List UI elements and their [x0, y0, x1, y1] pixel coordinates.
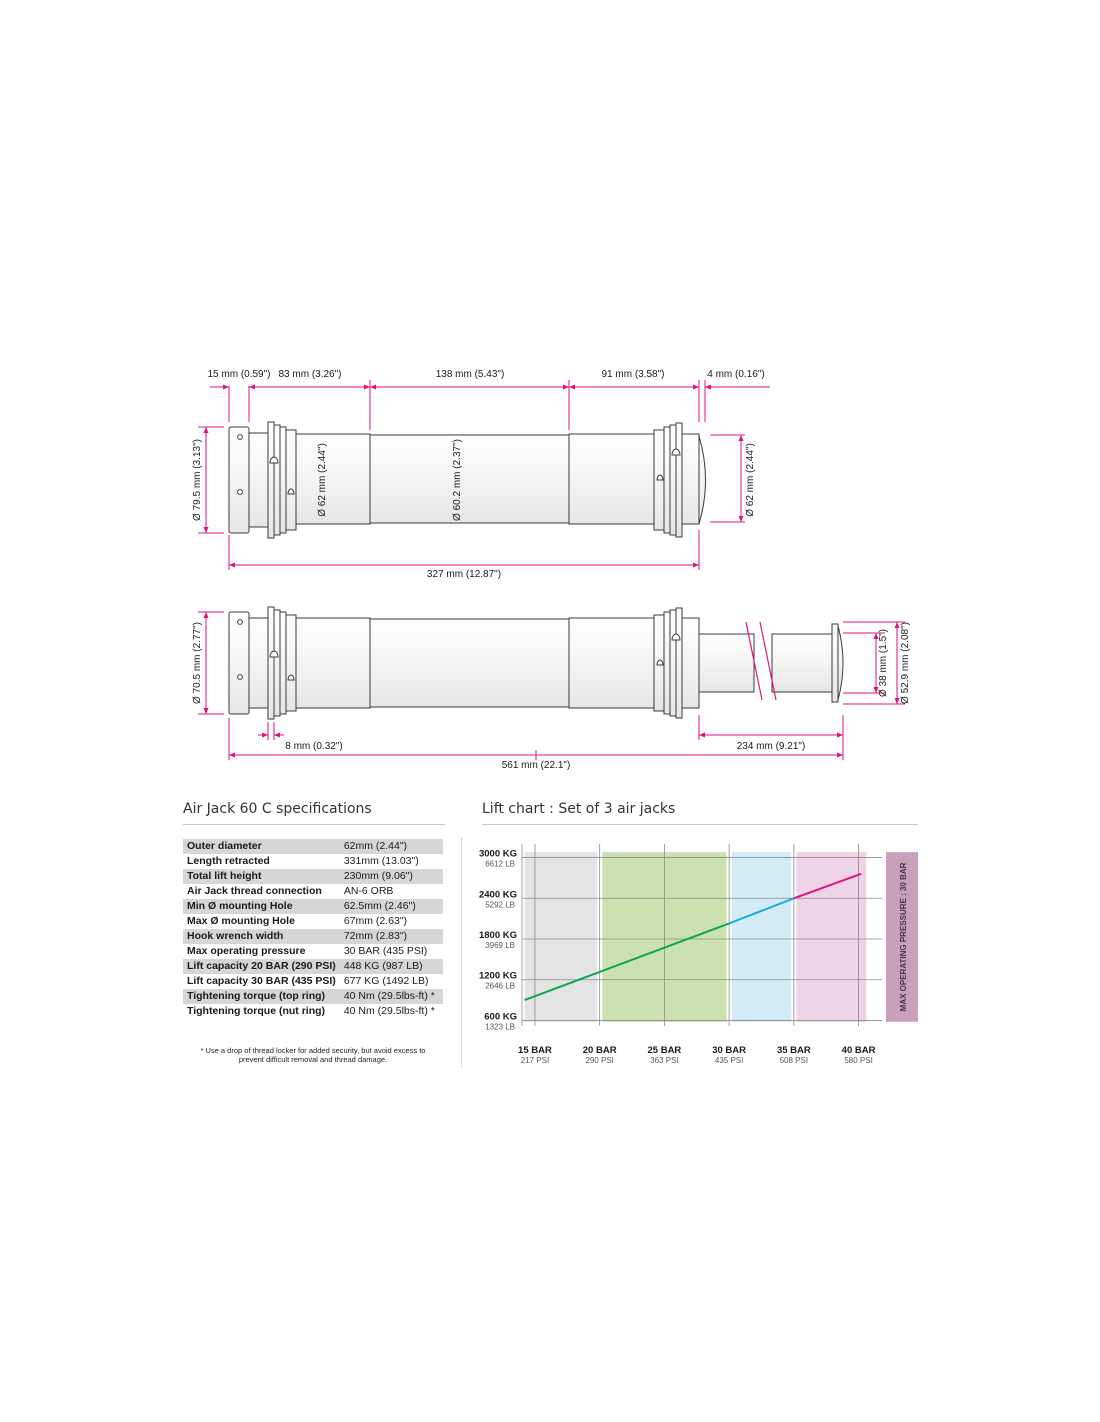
spec-value: 40 Nm (29.5lbs-ft) *	[340, 989, 443, 1004]
dim-4mm: 4 mm (0.16")	[707, 369, 765, 380]
spec-label: Max operating pressure	[187, 945, 306, 957]
chart-title: Lift chart : Set of 3 air jacks	[482, 801, 676, 817]
dim-234mm: 234 mm (9.21")	[736, 741, 806, 752]
dim-561mm: 561 mm (22.1")	[501, 760, 571, 771]
y-tick-kg: 600 KG	[484, 1011, 517, 1023]
spec-value: 331mm (13.03")	[343, 855, 419, 867]
x-tick-bar: 35 BAR	[776, 1045, 811, 1056]
footnote-line-1: * Use a drop of thread locker for added security, but avoid excess to	[200, 1046, 426, 1055]
x-tick-bar: 25 BAR	[647, 1045, 682, 1056]
spec-label: Air Jack thread connection	[187, 885, 322, 897]
lift-chart	[470, 836, 922, 1076]
spec-label: Outer diameter	[183, 839, 340, 854]
dim-15mm: 15 mm (0.59")	[207, 369, 271, 380]
spec-row	[183, 944, 443, 959]
dim-79-5mm: Ø 79.5 mm (3.13")	[192, 439, 203, 521]
spec-label: Total lift height	[183, 869, 340, 884]
pressure-band	[796, 852, 866, 1022]
y-tick-kg: 2400 KG	[478, 889, 517, 901]
spec-value: 230mm (9.06")	[340, 869, 443, 884]
max-pressure-label: MAX OPERATING PRESSURE : 30 BAR	[899, 862, 908, 1012]
air-jack-extended	[229, 607, 843, 719]
column-separator	[461, 838, 462, 1068]
dim-138mm: 138 mm (5.43")	[435, 369, 505, 380]
spec-label: Tightening torque (top ring)	[183, 989, 340, 1004]
x-tick-bar: 40 BAR	[841, 1045, 876, 1056]
spec-value: 677 KG (1492 LB)	[343, 975, 429, 987]
footnote-line-2: prevent difficult removal and thread damage.	[238, 1055, 388, 1064]
y-tick-kg: 1800 KG	[478, 930, 517, 941]
dim-38mm: Ø 38 mm (1.5")	[878, 628, 889, 698]
spec-label: Max Ø mounting Hole	[187, 915, 295, 927]
spec-label: Hook wrench width	[183, 929, 340, 944]
spec-label: Tightening torque (nut ring)	[187, 1005, 326, 1017]
spec-label: Min Ø mounting Hole	[183, 899, 340, 914]
spec-row	[183, 929, 443, 944]
x-tick-psi: 508 PSI	[779, 1056, 809, 1065]
x-tick-bar: 15 BAR	[518, 1045, 552, 1056]
spec-label: Lift capacity 20 BAR (290 PSI)	[183, 959, 340, 974]
dim-62mm-right: Ø 62 mm (2.44")	[745, 443, 756, 517]
x-tick-psi: 217 PSI	[520, 1056, 550, 1065]
x-tick-psi: 363 PSI	[650, 1056, 679, 1065]
spec-row	[183, 854, 443, 869]
spec-value: 72mm (2.83")	[340, 929, 443, 944]
y-tick-lb: 5292 LB	[485, 900, 515, 910]
spec-row	[183, 974, 443, 989]
air-jack-retracted	[229, 422, 706, 538]
y-tick-lb: 6612 LB	[485, 859, 515, 869]
dim-8mm: 8 mm (0.32")	[285, 741, 343, 752]
spec-row	[183, 989, 443, 1004]
y-tick-lb: 2646 LB	[485, 981, 515, 991]
dim-83mm: 83 mm (3.26")	[278, 369, 342, 380]
spec-value: 62.5mm (2.46")	[340, 899, 443, 914]
specs-divider	[183, 824, 445, 825]
x-tick-bar: 20 BAR	[582, 1045, 617, 1056]
spec-label: Length retracted	[187, 855, 270, 867]
dim-327mm: 327 mm (12.87")	[426, 569, 502, 580]
chart-divider	[482, 824, 918, 825]
spec-value: 30 BAR (435 PSI)	[343, 945, 428, 957]
spec-value: 67mm (2.63")	[343, 915, 408, 927]
spec-value: 62mm (2.44")	[340, 839, 443, 854]
dim-62mm-inner: Ø 62 mm (2.44")	[317, 443, 328, 517]
spec-value: AN-6 ORB	[343, 885, 394, 897]
spec-row	[183, 1004, 443, 1019]
x-tick-psi: 435 PSI	[714, 1056, 744, 1065]
dim-70-5mm: Ø 70.5 mm (2.77")	[192, 622, 203, 704]
x-tick-psi: 580 PSI	[844, 1056, 873, 1065]
spec-row	[183, 914, 443, 929]
spec-value: 40 Nm (29.5lbs-ft) *	[343, 1005, 435, 1017]
y-tick-lb: 3969 LB	[485, 941, 515, 950]
spec-row	[183, 959, 443, 974]
y-tick-lb: 1323 LB	[485, 1022, 515, 1032]
dim-60-2mm: Ø 60.2 mm (2.37")	[452, 439, 463, 521]
spec-label: Lift capacity 30 BAR (435 PSI)	[187, 975, 336, 987]
dimension-labels	[192, 369, 911, 771]
spec-row	[183, 884, 443, 899]
spec-value: 448 KG (987 LB)	[340, 959, 443, 974]
spec-row	[183, 839, 443, 854]
specifications-table	[183, 839, 443, 1019]
specs-title: Air Jack 60 C specifications	[183, 801, 372, 817]
y-tick-kg: 3000 KG	[478, 848, 517, 860]
dim-52-9mm: Ø 52.9 mm (2.08")	[900, 622, 911, 704]
pressure-band	[732, 852, 792, 1022]
x-tick-psi: 290 PSI	[585, 1056, 614, 1065]
spec-row	[183, 869, 443, 884]
x-tick-bar: 30 BAR	[712, 1045, 747, 1056]
footnote	[183, 1046, 443, 1064]
dim-91mm: 91 mm (3.58")	[601, 369, 665, 380]
y-tick-kg: 1200 KG	[478, 970, 517, 982]
spec-row	[183, 899, 443, 914]
